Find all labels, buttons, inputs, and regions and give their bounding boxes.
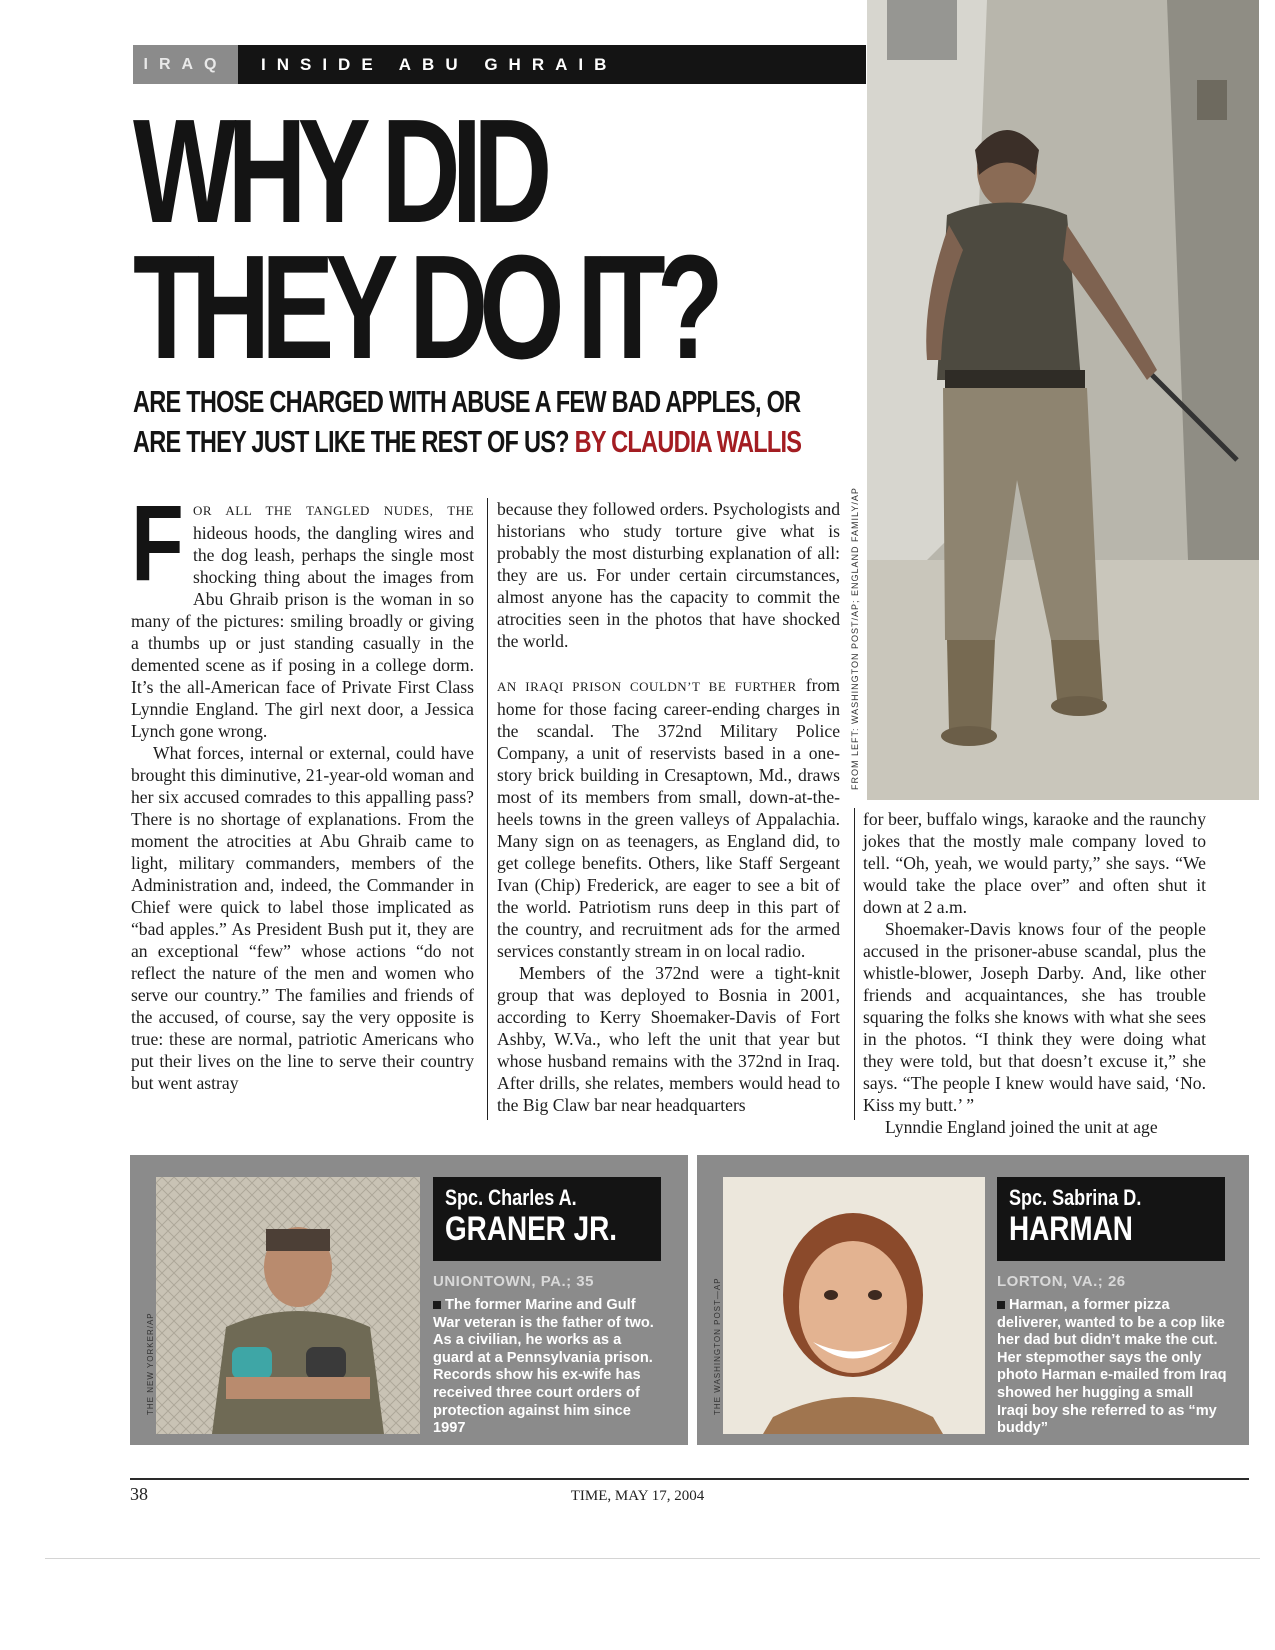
article-column-3 (863, 808, 1206, 1138)
article-paragraph: because they followed orders. Psychologists and historians who study torture give what is probably the most disturbing explanation of all: they are us. For under certain circumstances, almost anyone has the capacity to commit the atrocities seen in the photos that have shocked the world. (497, 499, 840, 651)
soldier-photo (867, 0, 1259, 800)
article-paragraph: hideous hoods, the dangling wires and the dog leash, perhaps the single most shocking thing about the images from Abu Ghraib prison is the woman in so many of the pictures: smiling broadly or giving a thumbs up or just standing casually in the demented scene as if posing in a college dorm. It’s the all-American face of Private First Class Lynndie England. The girl next door, a Jessica Lynch gone wrong. (131, 523, 474, 741)
section-label: IRAQ (133, 45, 238, 84)
bio-rank: Spc. Sabrina D. (1009, 1185, 1142, 1210)
page-edge-line (45, 1558, 1260, 1559)
bio-box-graner (130, 1155, 688, 1445)
article-column-2 (497, 498, 840, 1116)
bullet-square-icon (997, 1301, 1005, 1309)
harman-illustration (723, 1177, 985, 1434)
bio-text (433, 1297, 661, 1438)
drop-cap: F (131, 482, 184, 603)
bio-surname: HARMAN (1009, 1210, 1133, 1248)
section-bar (133, 45, 866, 84)
graner-illustration (156, 1177, 420, 1434)
bio-location: UNIONTOWN, PA.; 35 (433, 1273, 594, 1290)
bio-photo-credit: THE NEW YORKER/AP (146, 1312, 155, 1415)
article-paragraph: from home for those facing career-ending charges in the scandal. The 372nd Military Police Company, a unit of reservists based in a one-story brick building in Cresaptown, Md., draws most of its members from small, down-at-the-heels towns in the green valleys of Appalachia. Many sign on as teenagers, as England did, to get college benefits. Others, like Staff Sergeant Ivan (Chip) Frederick, are eager to see a bit of the world. Patriotism runs deep in this part of the country, and recruitment ads for the armed services constantly stream in on local radio. (497, 675, 840, 961)
section-lead-in: AN IRAQI PRISON COULDN’T BE FURTHER (497, 679, 797, 694)
dek-line-1: ARE THOSE CHARGED WITH ABUSE A FEW BAD APPLES, OR (133, 384, 801, 419)
dek-line-2 (133, 422, 801, 462)
article-paragraph: for beer, buffalo wings, karaoke and the raunchy jokes that the mostly male company loved to tell. “Oh, yeah, we would party,” she says. “We would take the place over” and often shut it down at 2 a.m. (863, 809, 1206, 917)
photo-credit: FROM LEFT: WASHINGTON POST/AP; ENGLAND FAMILY/AP (850, 487, 860, 790)
nametag-harman (997, 1177, 1225, 1261)
harman-photo (723, 1177, 985, 1434)
bio-box-harman (697, 1155, 1249, 1445)
bio-photo-credit: THE WASHINGTON POST—AP (713, 1277, 722, 1415)
bullet-square-icon (433, 1301, 441, 1309)
bio-location: LORTON, VA.; 26 (997, 1273, 1126, 1290)
nametag-graner (433, 1177, 661, 1261)
graner-photo (156, 1177, 420, 1434)
bio-rank: Spc. Charles A. (445, 1185, 577, 1210)
footer-rule (130, 1478, 1249, 1480)
headline-line-2: THEY DO IT? (133, 225, 715, 390)
byline: BY CLAUDIA WALLIS (574, 424, 802, 459)
article-lead-in: OR ALL THE TANGLED NUDES, THE (193, 503, 474, 518)
article-paragraph: Shoemaker-Davis knows four of the people accused in the prisoner-abuse scandal, plus the whistle-blower, Joseph Darby. And, like other friends and acquaintances, she has trouble squaring the folks she knows with what she sees in the photos. “I think they were doing what they were told, but that doesn’t excuse it,” she says. “The people I knew would have said, ‘No. Kiss my butt.’ ” (863, 919, 1206, 1115)
bio-text (997, 1297, 1227, 1438)
soldier-illustration (867, 0, 1259, 800)
article-paragraph: What forces, internal or external, could have brought this diminutive, 21-year-old woman and her six accused comrades to this appalling pass? There is no shortage of explanations. From the moment the atrocities at Abu Ghraib came to light, military commanders, members of the Administration and, indeed, the Commander in Chief were quick to label those implicated as “bad apples.” As President Bush put it, they are an exceptional “few” whose actions “do not reflect the nature of the men and women who serve our country.” The families and friends of the accused, of course, say the very opposite is true: these are normal, patriotic Americans who put their lives on the line to serve their country but went astray (131, 743, 474, 1093)
article-paragraph: Lynndie England joined the unit at age (885, 1117, 1158, 1137)
headline-line-1: WHY DID (133, 89, 544, 254)
bio-text-content: The former Marine and Gulf War veteran is the father of two. As a civilian, he works as a guard at a Pennsylvania prison. Records show his ex-wife has received three court orders of protection against him since 1997 (433, 1297, 654, 1437)
column-divider (487, 498, 488, 1120)
column-divider (854, 808, 855, 1120)
bio-surname: GRANER JR. (445, 1210, 617, 1248)
publication-line: TIME, MAY 17, 2004 (570, 1488, 705, 1504)
article-paragraph: Members of the 372nd were a tight-knit group that was deployed to Bosnia in 2001, according to Kerry Shoemaker-Davis of Fort Ashby, W.Va., who left the unit that year but whose husband remains with the 372nd in Iraq. After drills, she relates, members would head to the Big Claw bar near headquarters (497, 963, 840, 1115)
rubric-label: INSIDE ABU GHRAIB (261, 55, 618, 74)
bio-text-content: Harman, a former pizza deliverer, wanted to be a cop like her dad but didn’t make the cut. Her stepmother says the only photo Harman e-mailed from Iraq showed her hugging a small Iraqi boy she referred to as “my buddy” (997, 1297, 1227, 1437)
dek-question: ARE THEY JUST LIKE THE REST OF US? (133, 424, 569, 459)
article-column-1 (131, 482, 474, 1094)
page-number: 38 (130, 1484, 148, 1504)
